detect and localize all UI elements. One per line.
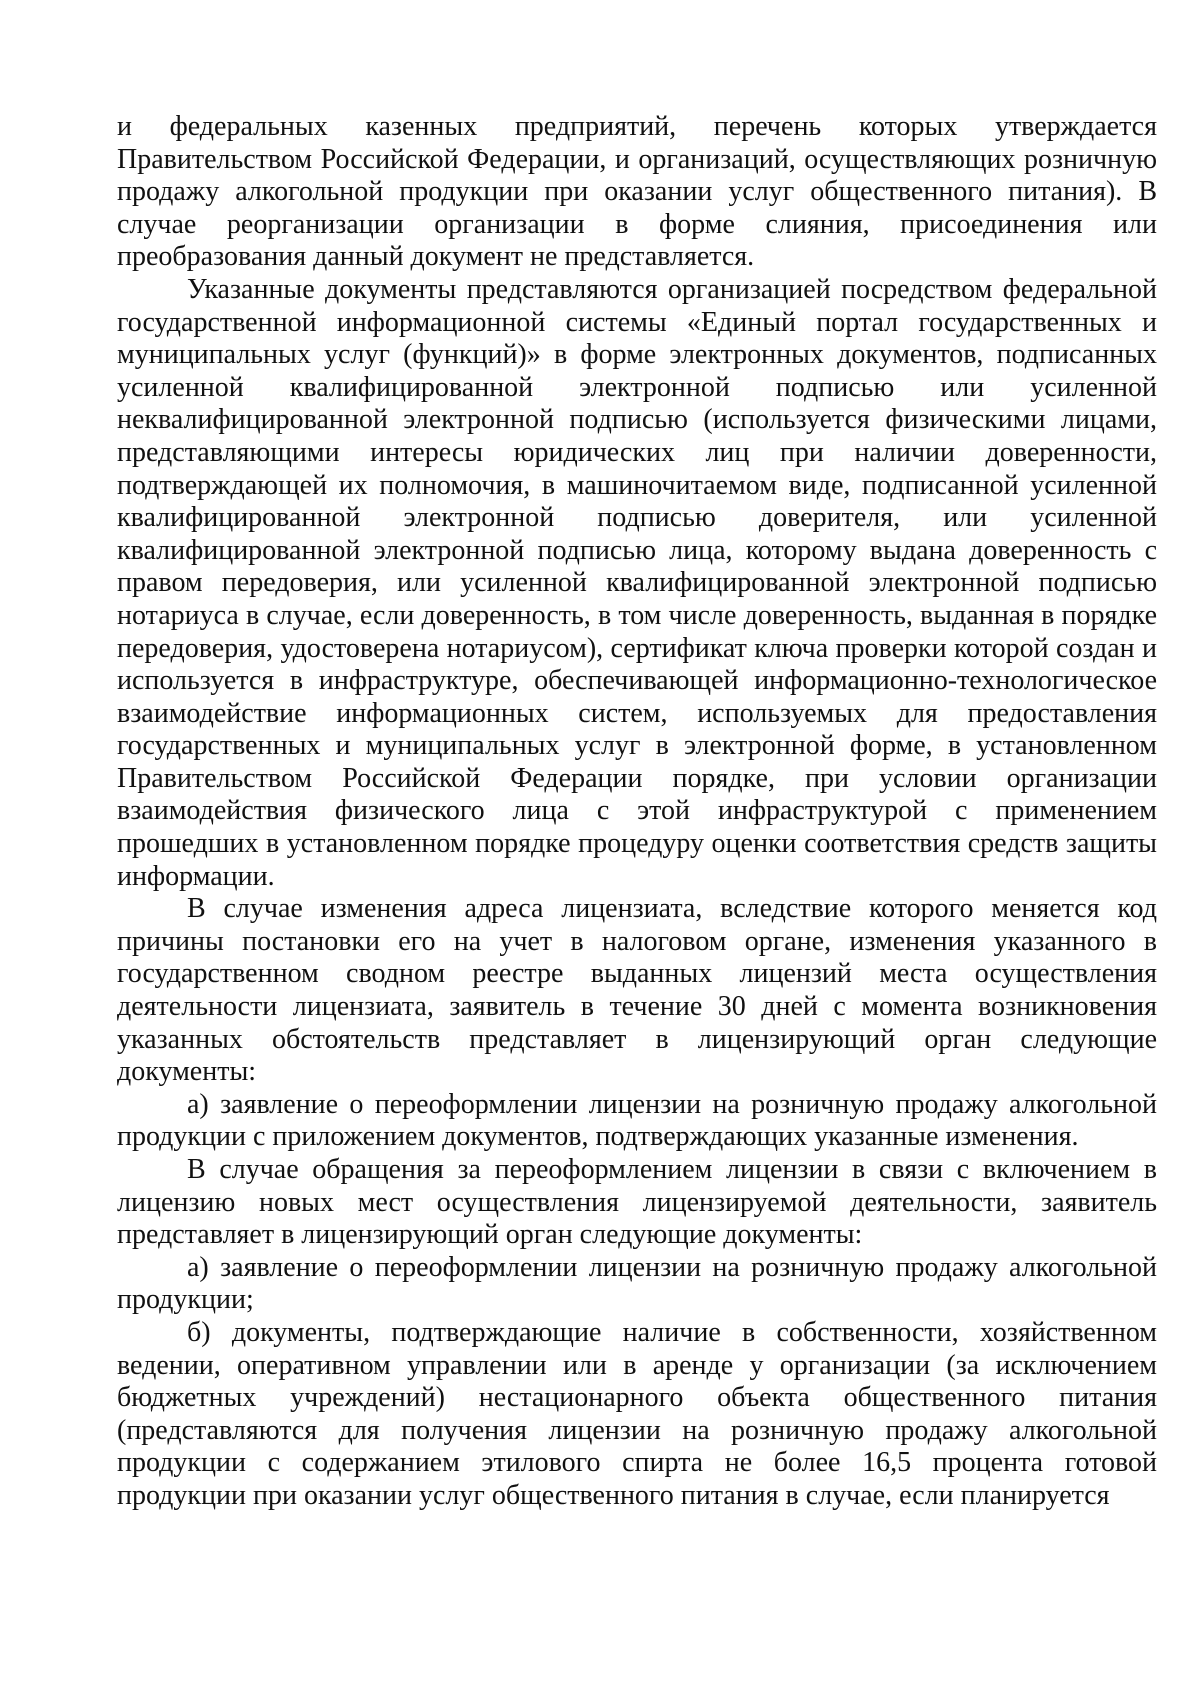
paragraph-2: Указанные документы представляются организацией посредством федеральной государственной информационной системы «Единый портал государственных и муниципальных услуг (функций)» в форме электронных документов, подписанных усиленной квалифицированной электронной подписью или усиленной неквалифицированной электронной подписью (используется физическими лицами, представляющими интересы юридических лиц при наличии доверенности, подтверждающей их полномочия, в машиночитаемом виде, подписанной усиленной квалифицированной электронной подписью доверителя, или усиленной квалифицированной электронной подписью лица, которому выдана доверенность с правом передоверия, или усиленной квалифицированной электронной подписью нотариуса в случае, если доверенность, в том числе доверенность, выданная в порядке передоверия, удостоверена нотариусом), сертификат ключа проверки которой создан и используется в инфраструктуре, обеспечивающей информационно-технологическое взаимодействие информационных систем, используемых для предоставления государственных и муниципальных услуг в электронной форме, в установленном Правительством Российской Федерации порядке, при условии организации взаимодействия физического лица с этой инфраструктурой с применением прошедших в установленном порядке процедуру оценки соответствия средств защиты информации. bbox=[117, 273, 1157, 892]
paragraph-5: В случае обращения за переоформлением лицензии в связи с включением в лицензию новых мест осуществления лицензируемой деятельности, заявитель представляет в лицензирующий орган следующие документы: bbox=[117, 1154, 1157, 1251]
document-page bbox=[117, 111, 1157, 1513]
paragraph-6: а) заявление о переоформлении лицензии на розничную продажу алкогольной продукции; bbox=[117, 1251, 1157, 1316]
paragraph-3: В случае изменения адреса лицензиата, вследствие которого меняется код причины постановки его на учет в налоговом органе, изменения указанного в государственном сводном реестре выданных лицензий места осуществления деятельности лицензиата, заявитель в течение 30 дней с момента возникновения указанных обстоятельств представляет в лицензирующий орган следующие документы: bbox=[117, 893, 1157, 1088]
paragraph-1: и федеральных казенных предприятий, перечень которых утверждается Правительством Российской Федерации, и организаций, осуществляющих розничную продажу алкогольной продукции при оказании услуг общественного питания). В случае реорганизации организации в форме слияния, присоединения или преобразования данный документ не представляется. bbox=[117, 111, 1157, 273]
paragraph-4: а) заявление о переоформлении лицензии на розничную продажу алкогольной продукции с приложением документов, подтверждающих указанные изменения. bbox=[117, 1088, 1157, 1153]
paragraph-7: б) документы, подтверждающие наличие в собственности, хозяйственном ведении, оперативном управлении или в аренде у организации (за исключением бюджетных учреждений) нестационарного объекта общественного питания (представляются для получения лицензии на розничную продажу алкогольной продукции с содержанием этилового спирта не более 16,5 процента готовой продукции при оказании услуг общественного питания в случае, если планируется bbox=[117, 1316, 1157, 1511]
